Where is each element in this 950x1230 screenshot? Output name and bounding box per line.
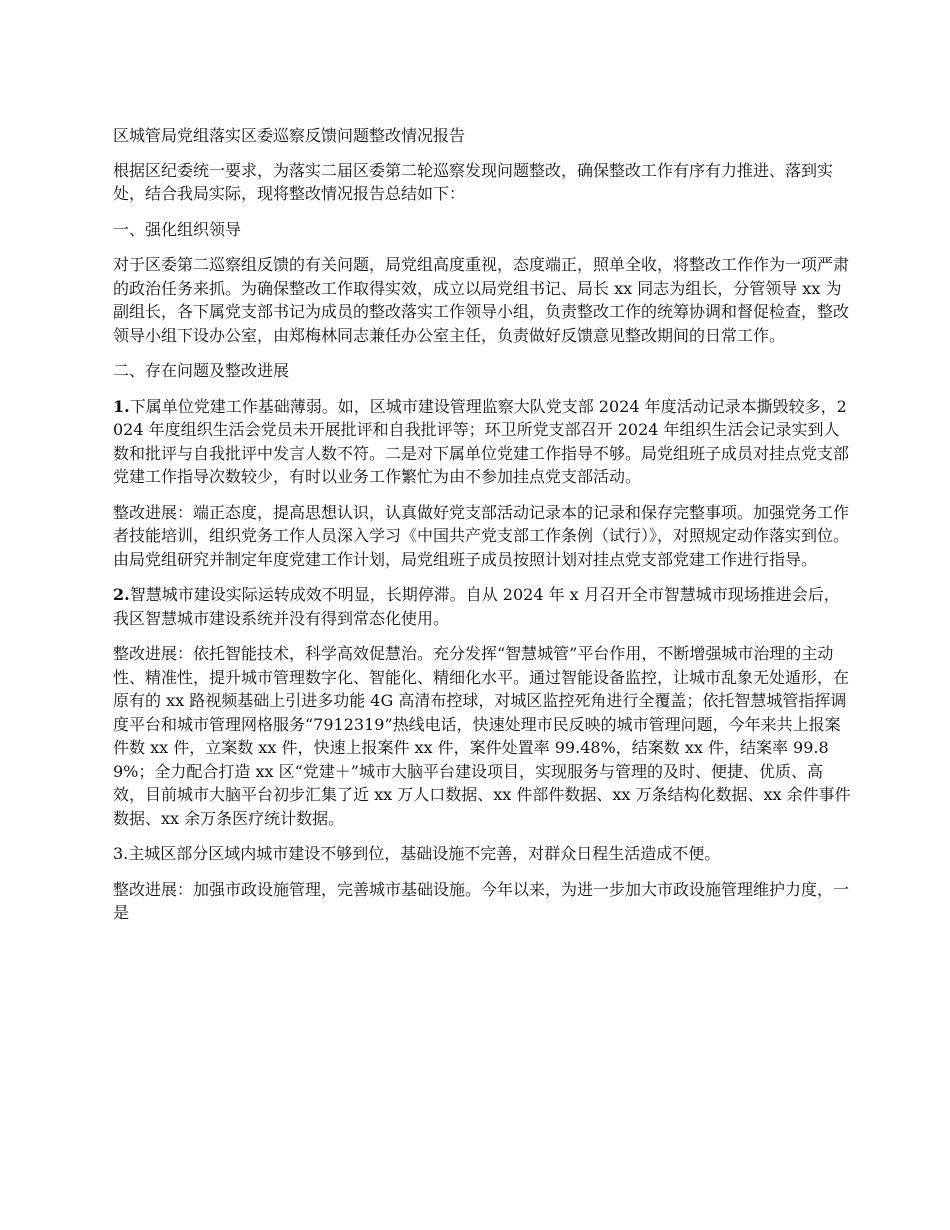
issue-number: 2.: [113, 585, 130, 604]
paragraph-text: 3.主城区部分区域内城市建设不够到位，基础设施不完善，对群众日程生活造成不便。: [113, 844, 721, 863]
paragraph-text: 整改进展：依托智能技术，科学高效促慧治。充分发挥“智慧城管”平台作用，不断增强城市治理的主动性、精准性，提升城市管理数字化、智能化、精细化水平。通过智能设备监控，让城市乱象无处遁形，在原有的 xx 路视频基础上引进多功能 4G 高清布控球，对城区监控死角进行全覆盖；依托智慧城管指挥调度平台和城市管理网格服务“7912319”热线电话，快速处理市民反映的城市管理问题，今年来共上报案件数 xx 件，立案数 xx 件，快速上报案件 xx 件，案件处置率 99.48%，结案数 xx 件，结案率 99.89%；全力配合打造 xx 区“党建＋”城市大脑平台建设项目，实现服务与管理的及时、便捷、优质、高效，目前城市大脑平台初步汇集了近 xx 万人口数据、xx 件部件数据、xx 万条结构化数据、xx 余件事件数据、xx 余万条医疗统计数据。: [113, 644, 851, 828]
issue-1-paragraph: [113, 395, 851, 489]
issue-1-progress-paragraph: [113, 501, 851, 572]
paragraph-text: 根据区纪委统一要求，为落实二届区委第二轮巡察发现问题整改，确保整改工作有序有力推进、落到实处，结合我局实际，现将整改情况报告总结如下：: [113, 160, 834, 203]
paragraph-text: 对于区委第二巡察组反馈的有关问题，局党组高度重视，态度端正，照单全收，将整改工作作为一项严肃的政治任务来抓。为确保整改工作取得实效，成立以局党组书记、局长 xx 同志为组长，分管领导 xx 为副组长，各下属党支部书记为成员的整改落实工作领导小组，负责整改工作的统筹协调和督促检查，整改领导小组下设办公室，由郑梅林同志兼任办公室主任，负责做好反馈意见整改期间的日常工作。: [113, 255, 850, 345]
issue-2-paragraph: [113, 583, 851, 630]
section-heading-1: [113, 218, 851, 242]
issue-number: 1.: [113, 396, 130, 416]
intro-paragraph: [113, 159, 851, 206]
paragraph-text: 一、强化组织领导: [113, 219, 242, 239]
issue-3-paragraph: [113, 842, 851, 866]
paragraph-text: 智慧城市建设实际运转成效不明显，长期停滞。自从 2024 年 x 月召开全市智慧城市现场推进会后，我区智慧城市建设系统并没有得到常态化使用。: [113, 585, 840, 628]
paragraph-text: 整改进展：加强市政设施管理，完善城市基础设施。今年以来，为进一步加大市政设施管理维护力度，一是: [113, 879, 850, 922]
issue-2-progress-paragraph: [113, 642, 851, 830]
paragraph-text: 下属单位党建工作基础薄弱。如，区城市建设管理监察大队党支部 2024 年度活动记录本撕毁较多，2024 年度组织生活会党员未开展批评和自我批评等；环卫所党支部召开 2024 年组织生活会记录实到人数和批评与自我批评中发言人数不符。二是对下属单位党建工作指导不够。局党组班子成员对挂点党支部党建工作指导次数较少，有时以业务工作繁忙为由不参加挂点党支部活动。: [113, 396, 850, 486]
issue-3-progress-paragraph: [113, 878, 851, 925]
document-title: 区城管局党组落实区委巡察反馈问题整改情况报告: [113, 126, 466, 145]
document-body: [113, 124, 851, 937]
section-1-paragraph: [113, 253, 851, 347]
paragraph-text: 整改进展：端正态度，提高思想认识，认真做好党支部活动记录本的记录和保存完整事项。加强党务工作者技能培训，组织党务工作人员深入学习《中国共产党支部工作条例（试行）》，对照规定动作落实到位。由局党组研究并制定年度党建工作计划，局党组班子成员按照计划对挂点党支部党建工作进行指导。: [113, 502, 850, 569]
paragraph-text: 二、存在问题及整改进展: [113, 361, 290, 380]
section-heading-2: [113, 359, 851, 383]
